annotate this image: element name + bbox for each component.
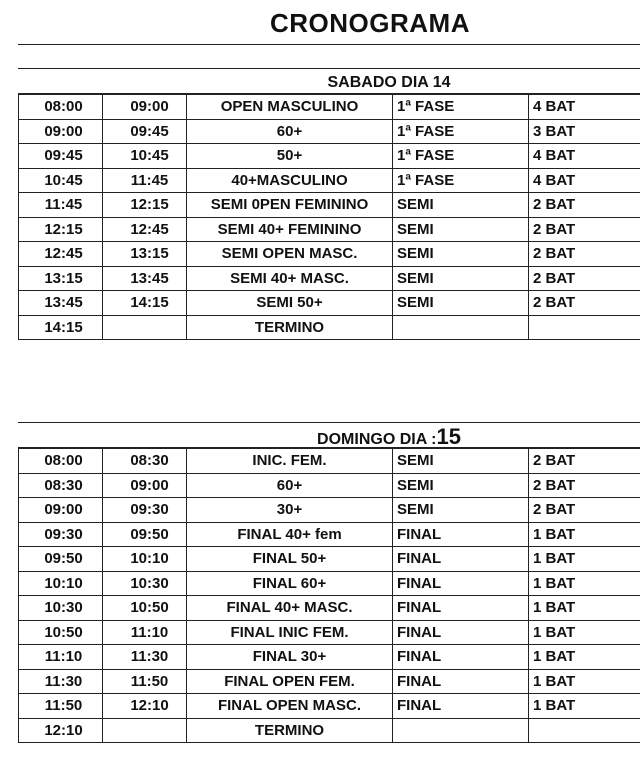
end-time-cell: 12:45 <box>103 217 187 242</box>
start-time-cell: 08:30 <box>19 473 103 498</box>
end-time-cell: 11:10 <box>103 620 187 645</box>
end-time-cell: 10:30 <box>103 571 187 596</box>
bat-cell: 2 BAT <box>529 291 640 316</box>
table-row <box>19 718 640 743</box>
event-cell: OPEN MASCULINO <box>187 95 393 120</box>
bat-cell: 2 BAT <box>529 266 640 291</box>
table-row <box>19 193 640 218</box>
bat-cell: 4 BAT <box>529 168 640 193</box>
end-time-cell: 08:30 <box>103 449 187 474</box>
phase-cell: SEMI <box>393 217 529 242</box>
saturday-header <box>18 68 640 94</box>
end-time-cell: 09:00 <box>103 473 187 498</box>
bat-cell: 1 BAT <box>529 645 640 670</box>
event-cell: FINAL 30+ <box>187 645 393 670</box>
event-cell: FINAL 40+ fem <box>187 522 393 547</box>
start-time-cell: 10:50 <box>19 620 103 645</box>
bat-cell: 1 BAT <box>529 669 640 694</box>
start-time-cell: 13:15 <box>19 266 103 291</box>
phase-cell: SEMI <box>393 242 529 267</box>
end-time-cell: 09:00 <box>103 95 187 120</box>
event-cell: FINAL 40+ MASC. <box>187 596 393 621</box>
end-time-cell: 11:45 <box>103 168 187 193</box>
bat-cell <box>529 315 640 340</box>
end-time-cell: 10:45 <box>103 144 187 169</box>
start-time-cell: 12:45 <box>19 242 103 267</box>
start-time-cell: 14:15 <box>19 315 103 340</box>
phase-cell: FINAL <box>393 571 529 596</box>
end-time-cell: 09:50 <box>103 522 187 547</box>
bat-cell: 4 BAT <box>529 95 640 120</box>
bat-cell: 2 BAT <box>529 193 640 218</box>
end-time-cell: 12:15 <box>103 193 187 218</box>
start-time-cell: 10:10 <box>19 571 103 596</box>
table-row <box>19 522 640 547</box>
page-title: CRONOGRAMA <box>270 8 470 38</box>
start-time-cell: 09:50 <box>19 547 103 572</box>
event-cell: TERMINO <box>187 315 393 340</box>
start-time-cell: 10:30 <box>19 596 103 621</box>
end-time-cell: 12:10 <box>103 694 187 719</box>
start-time-cell: 09:30 <box>19 522 103 547</box>
table-row <box>19 168 640 193</box>
bat-cell: 1 BAT <box>529 522 640 547</box>
end-time-cell: 10:50 <box>103 596 187 621</box>
sunday-label-number: 15 <box>436 424 461 449</box>
bat-cell: 1 BAT <box>529 547 640 572</box>
start-time-cell: 11:10 <box>19 645 103 670</box>
phase-cell: SEMI <box>393 449 529 474</box>
start-time-cell: 10:45 <box>19 168 103 193</box>
event-cell: 30+ <box>187 498 393 523</box>
phase-cell: 1ª FASE <box>393 144 529 169</box>
table-row <box>19 473 640 498</box>
bat-cell: 2 BAT <box>529 473 640 498</box>
start-time-cell: 08:00 <box>19 95 103 120</box>
bat-cell: 2 BAT <box>529 498 640 523</box>
start-time-cell: 12:10 <box>19 718 103 743</box>
table-row <box>19 315 640 340</box>
table-row <box>19 144 640 169</box>
end-time-cell: 13:45 <box>103 266 187 291</box>
sunday-label-prefix: DOMINGO DIA : <box>317 431 437 448</box>
event-cell: SEMI 40+ MASC. <box>187 266 393 291</box>
phase-cell <box>393 315 529 340</box>
end-time-cell: 09:30 <box>103 498 187 523</box>
bat-cell: 3 BAT <box>529 119 640 144</box>
phase-cell: SEMI <box>393 266 529 291</box>
start-time-cell: 12:15 <box>19 217 103 242</box>
phase-cell: SEMI <box>393 473 529 498</box>
event-cell: SEMI 40+ FEMININO <box>187 217 393 242</box>
table-row <box>19 498 640 523</box>
phase-cell: FINAL <box>393 694 529 719</box>
bat-cell: 4 BAT <box>529 144 640 169</box>
event-cell: FINAL 60+ <box>187 571 393 596</box>
table-row <box>19 266 640 291</box>
event-cell: SEMI OPEN MASC. <box>187 242 393 267</box>
table-row <box>19 449 640 474</box>
sunday-table <box>18 448 640 743</box>
table-row <box>19 596 640 621</box>
phase-cell: FINAL <box>393 645 529 670</box>
phase-cell: FINAL <box>393 547 529 572</box>
table-row <box>19 620 640 645</box>
phase-cell: SEMI <box>393 291 529 316</box>
event-cell: FINAL 50+ <box>187 547 393 572</box>
table-row <box>19 694 640 719</box>
bat-cell: 1 BAT <box>529 596 640 621</box>
saturday-table <box>18 94 640 340</box>
table-row <box>19 119 640 144</box>
table-row <box>19 645 640 670</box>
phase-cell: SEMI <box>393 193 529 218</box>
event-cell: TERMINO <box>187 718 393 743</box>
event-cell: SEMI 50+ <box>187 291 393 316</box>
saturday-section <box>18 68 640 340</box>
start-time-cell: 09:00 <box>19 498 103 523</box>
bat-cell: 1 BAT <box>529 620 640 645</box>
event-cell: 60+ <box>187 119 393 144</box>
event-cell: FINAL INIC FEM. <box>187 620 393 645</box>
event-cell: INIC. FEM. <box>187 449 393 474</box>
phase-cell: FINAL <box>393 522 529 547</box>
sunday-header <box>18 422 640 448</box>
bat-cell: 1 BAT <box>529 571 640 596</box>
end-time-cell: 11:50 <box>103 669 187 694</box>
bat-cell <box>529 718 640 743</box>
event-cell: FINAL OPEN MASC. <box>187 694 393 719</box>
bat-cell: 2 BAT <box>529 217 640 242</box>
start-time-cell: 11:50 <box>19 694 103 719</box>
end-time-cell: 09:45 <box>103 119 187 144</box>
start-time-cell: 11:45 <box>19 193 103 218</box>
start-time-cell: 13:45 <box>19 291 103 316</box>
end-time-cell <box>103 718 187 743</box>
phase-cell: FINAL <box>393 669 529 694</box>
phase-cell: SEMI <box>393 498 529 523</box>
bat-cell: 2 BAT <box>529 242 640 267</box>
sunday-section <box>18 422 640 743</box>
phase-cell: 1ª FASE <box>393 119 529 144</box>
phase-cell: 1ª FASE <box>393 95 529 120</box>
start-time-cell: 09:00 <box>19 119 103 144</box>
phase-cell: FINAL <box>393 620 529 645</box>
start-time-cell: 08:00 <box>19 449 103 474</box>
table-row <box>19 217 640 242</box>
phase-cell: 1ª FASE <box>393 168 529 193</box>
event-cell: SEMI 0PEN FEMININO <box>187 193 393 218</box>
table-row <box>19 242 640 267</box>
start-time-cell: 11:30 <box>19 669 103 694</box>
table-row <box>19 571 640 596</box>
table-row <box>19 669 640 694</box>
event-cell: 60+ <box>187 473 393 498</box>
start-time-cell: 09:45 <box>19 144 103 169</box>
title-divider <box>18 44 640 45</box>
phase-cell <box>393 718 529 743</box>
bat-cell: 1 BAT <box>529 694 640 719</box>
event-cell: FINAL OPEN FEM. <box>187 669 393 694</box>
event-cell: 50+ <box>187 144 393 169</box>
end-time-cell <box>103 315 187 340</box>
table-row <box>19 95 640 120</box>
end-time-cell: 13:15 <box>103 242 187 267</box>
end-time-cell: 14:15 <box>103 291 187 316</box>
table-row <box>19 291 640 316</box>
saturday-label: SABADO DIA 14 <box>327 74 451 91</box>
bat-cell: 2 BAT <box>529 449 640 474</box>
end-time-cell: 10:10 <box>103 547 187 572</box>
event-cell: 40+MASCULINO <box>187 168 393 193</box>
table-row <box>19 547 640 572</box>
end-time-cell: 11:30 <box>103 645 187 670</box>
phase-cell: FINAL <box>393 596 529 621</box>
